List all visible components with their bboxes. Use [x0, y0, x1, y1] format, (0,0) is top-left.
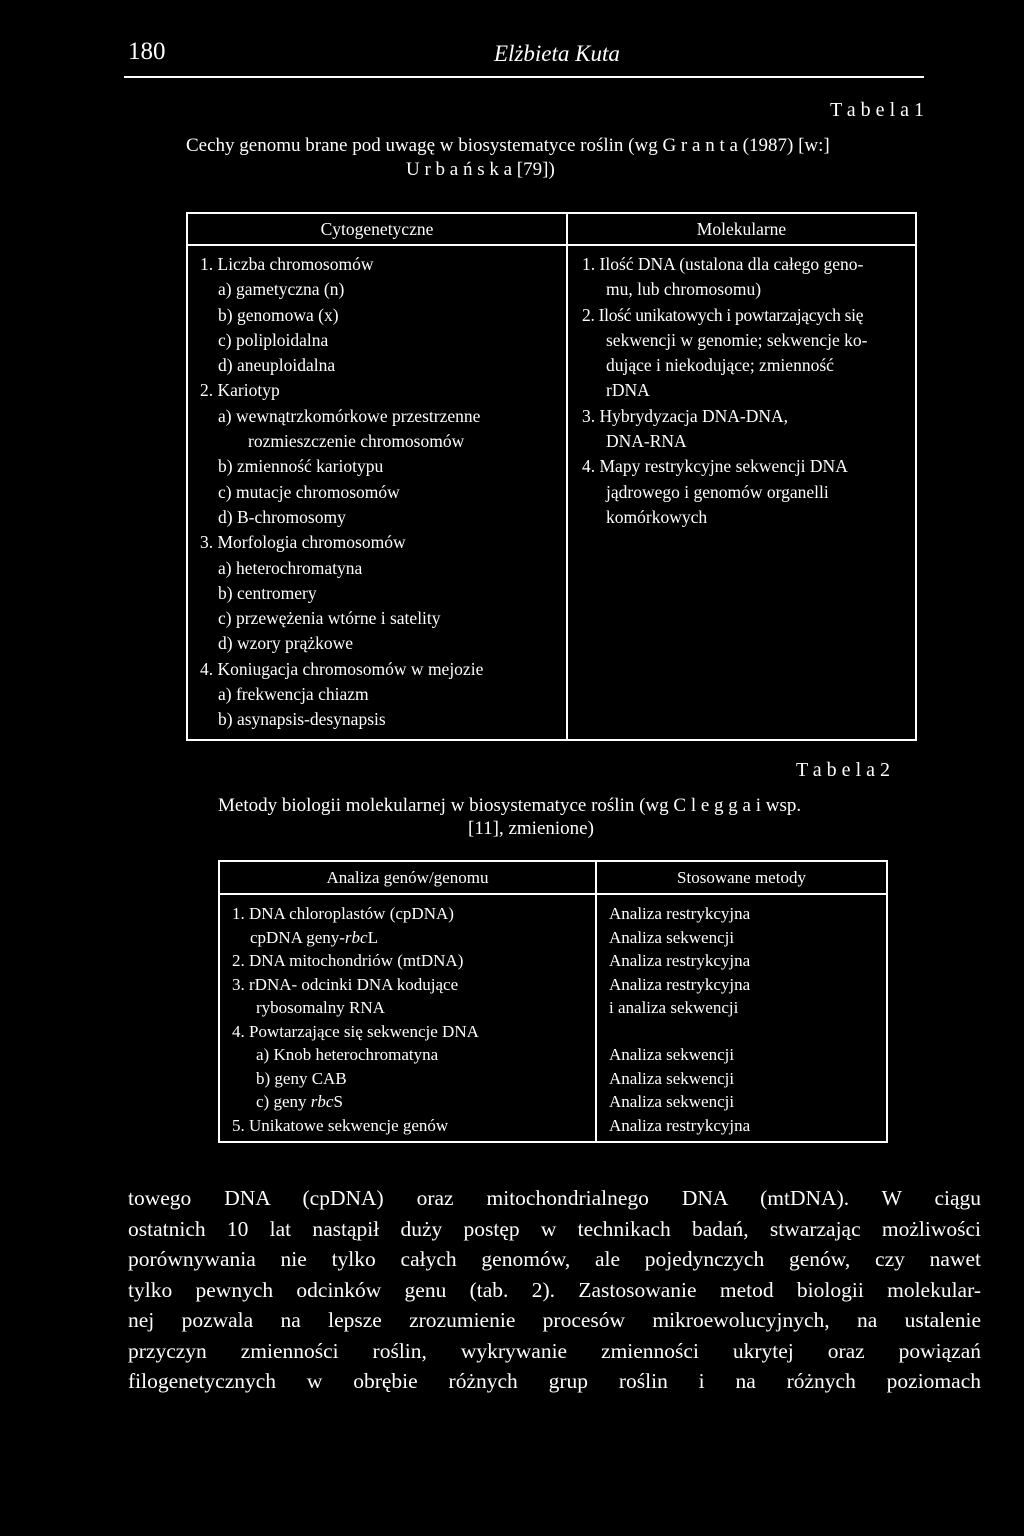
table2-item: b) geny CAB [256, 1068, 347, 1088]
body-line: filogenetycznych w obrębie różnych grup roślin i na różnych poziomach [128, 1369, 981, 1393]
table2-item: 3. rDNA- odcinki DNA kodujące [232, 974, 459, 994]
body-line: tylko pewnych odcinków genu (tab. 2). Zastosowanie metod biologii molekular- [128, 1277, 981, 1302]
table1-item: 3. Morfologia chromosomów [200, 532, 406, 553]
table1-item: d) wzory prążkowe [218, 633, 354, 654]
table1-item: a) wewnątrzkomórkowe przestrzenne [218, 405, 481, 426]
table1-item: 3. Hybrydyzacja DNA-DNA, [582, 405, 789, 426]
table1-header-cytogenetic: Cytogenetyczne [187, 213, 567, 245]
table1-body-row [187, 245, 916, 740]
table1 [186, 212, 917, 741]
body-line: nej pozwala na lepsze zrozumienie procesów mikroewolucyjnych, na ustalenie [128, 1308, 981, 1332]
table1-item: DNA-RNA [606, 431, 687, 452]
table2-item [232, 926, 595, 950]
table2-header-methods: Stosowane metody [596, 861, 887, 894]
table2-caption-line1: Metody biologii molekularnej w biosystematyce roślin (wg C l e g g a i wsp. [218, 795, 802, 816]
table2-item-italic: rbc [344, 927, 368, 947]
table2-method: Analiza restrykcyjna [609, 1115, 751, 1135]
table1-item: 1. Liczba chromosomów [200, 254, 374, 274]
table1-item: b) asynapsis-desynapsis [218, 709, 386, 730]
table1-molecular-cell [567, 245, 916, 740]
table1-item: b) zmienność kariotypu [218, 456, 384, 477]
table1-item: jądrowego i genomów organelli [606, 481, 829, 502]
table1-item: a) gametyczna (n) [218, 279, 345, 300]
table1-item: 2. Ilość unikatowych i powtarzających się [582, 304, 864, 325]
table1-item: sekwencji w genomie; sekwencje ko- [606, 329, 868, 350]
table2-method: Analiza restrykcyjna [609, 974, 751, 994]
table2-item-italic: rbc [310, 1092, 334, 1111]
table1-item: mu, lub chromosomu) [606, 279, 762, 300]
table2-item: rybosomalny RNA [256, 998, 385, 1017]
table2 [218, 860, 888, 1143]
table1-item: rDNA [606, 380, 650, 401]
table1-item: c) przewężenia wtórne i satelity [218, 608, 441, 629]
table1-caption-line2: U r b a ń s k a [79]) [406, 159, 555, 180]
page-number: 180 [128, 38, 166, 65]
table2-item-text: L [367, 927, 378, 947]
table2-item [232, 1090, 595, 1114]
table2-method: Analiza sekwencji [609, 1045, 735, 1064]
table1-item: 2. Kariotyp [200, 380, 280, 401]
table2-item-text: S [333, 1092, 343, 1111]
body-line: ostatnich 10 lat nastąpił duży postęp w technikach badań, stwarzając możliwości [128, 1216, 981, 1241]
table2-item: 5. Unikatowe sekwencje genów [232, 1115, 449, 1135]
table2-item: 4. Powtarzające się sekwencje DNA [232, 1021, 479, 1041]
table1-label: T a b e l a 1 [829, 99, 924, 121]
table1-item: a) frekwencja chiazm [218, 684, 369, 705]
table1-item: d) aneuploidalna [218, 355, 336, 376]
table1-item: b) centromery [218, 582, 317, 603]
table2-item-text: c) geny [256, 1092, 311, 1111]
table2-method: Analiza restrykcyjna [609, 951, 751, 970]
table2-method: Analiza sekwencji [609, 1068, 735, 1088]
table2-method: Analiza sekwencji [609, 1092, 735, 1111]
header-rule [124, 76, 924, 78]
body-line: porównywania nie tylko całych genomów, ale pojedynczych genów, czy nawet [128, 1247, 981, 1271]
table2-analysis-cell [219, 894, 596, 1142]
table1-item: 1. Ilość DNA (ustalona dla całego geno- [582, 254, 864, 274]
table1-item: c) poliploidalna [218, 329, 329, 350]
table1-item: d) B-chromosomy [218, 506, 346, 527]
table2-item: a) Knob heterochromatyna [256, 1045, 439, 1064]
table1-item: a) heterochromatyna [218, 557, 363, 578]
body-line: przyczyn zmienności roślin, wykrywanie zmienności ukrytej oraz powiązań [128, 1338, 981, 1363]
table1-header-molecular: Molekularne [567, 213, 916, 245]
table2-item: 2. DNA mitochondriów (mtDNA) [232, 951, 464, 970]
table1-item: dujące i niekodujące; zmienność [606, 355, 834, 376]
table2-method: i analiza sekwencji [609, 998, 739, 1017]
table1-item: 4. Mapy restrykcyjne sekwencji DNA [582, 456, 848, 477]
body-line: towego DNA (cpDNA) oraz mitochondrialnego DNA (mtDNA). W ciągu [128, 1186, 981, 1210]
table2-label: T a b e l a 2 [795, 759, 890, 781]
table2-method: Analiza restrykcyjna [609, 904, 751, 923]
table1-item: c) mutacje chromosomów [218, 481, 400, 502]
table2-header-row [219, 861, 887, 894]
table2-body-row [219, 894, 887, 1142]
table2-item-text: cpDNA geny- [250, 927, 345, 947]
table2-item: 1. DNA chloroplastów (cpDNA) [232, 904, 454, 923]
body-paragraph [128, 1183, 981, 1397]
table2-method-empty [609, 1020, 886, 1044]
table1-header-row [187, 213, 916, 245]
table2-methods-cell [596, 894, 887, 1142]
table1-item: rozmieszczenie chromosomów [248, 431, 465, 452]
table1-cytogenetic-cell [187, 245, 567, 740]
running-head-author: Elżbieta Kuta [494, 41, 620, 66]
table2-method: Analiza sekwencji [609, 927, 735, 947]
table1-item: komórkowych [606, 506, 708, 527]
table1-item: 4. Koniugacja chromosomów w mejozie [200, 658, 484, 679]
table1-item: b) genomowa (x) [218, 304, 339, 325]
table1-caption-line1: Cechy genomu brane pod uwagę w biosystematyce roślin (wg G r a n t a (1987) [w:] [186, 135, 830, 156]
table2-caption-line2: [11], zmienione) [468, 818, 594, 839]
table2-header-analysis: Analiza genów/genomu [219, 861, 596, 894]
